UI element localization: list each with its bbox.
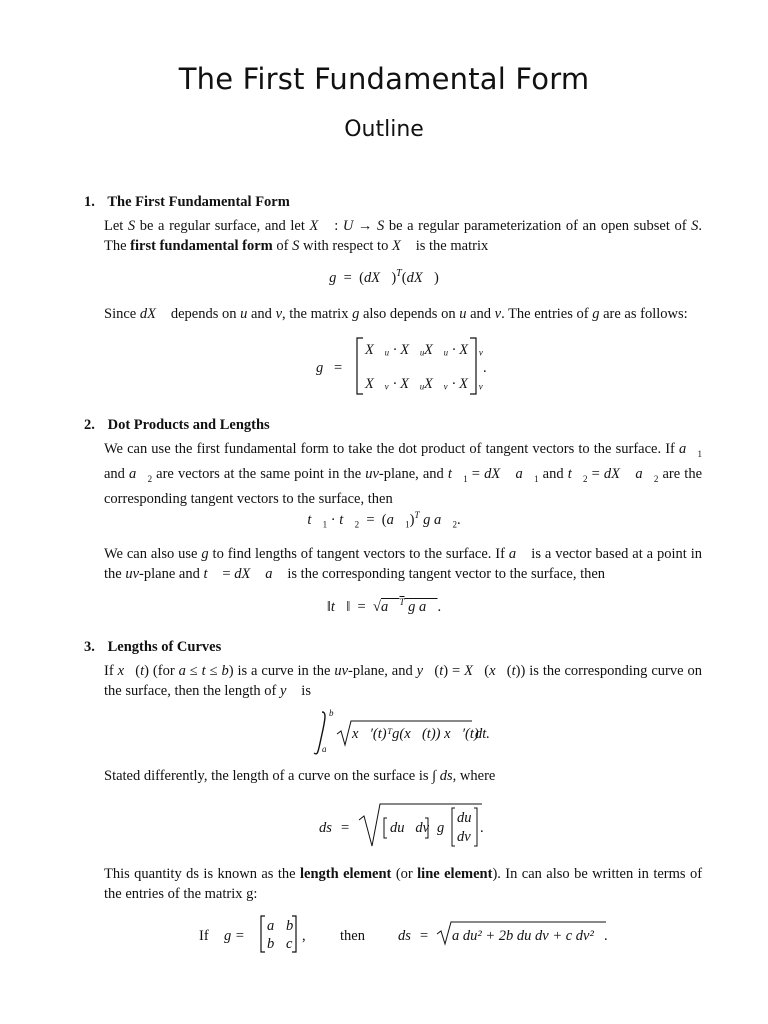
matrix-left-bracket <box>357 338 363 394</box>
section-2-heading <box>84 417 270 434</box>
section-3-heading <box>84 639 221 656</box>
equation-curve-length <box>314 708 490 754</box>
differential-dt: dt. <box>475 726 490 742</box>
matrix-entry-12: X⃗ᵤ · X⃗ᵥ <box>424 342 484 358</box>
equation-g-matrix <box>316 338 487 394</box>
entry-b-bottom: b <box>267 936 275 952</box>
matrix-entry-21: X⃗ᵥ · X⃗ᵤ <box>365 376 425 392</box>
svg-text:g: g <box>437 820 445 836</box>
document-title: The First Fundamental Form <box>178 62 590 96</box>
ds-lhs: ds <box>319 820 332 836</box>
equals-sign: = <box>334 360 343 376</box>
then-word: then <box>340 928 365 944</box>
entry-c: c <box>286 936 293 952</box>
upper-limit: b <box>329 708 334 718</box>
section-3-paragraph-3 <box>104 864 702 904</box>
section-number: 3. <box>84 639 95 655</box>
text-run: (or <box>395 866 413 882</box>
ds-expansion: a du² + 2b du dv + c dv² <box>452 928 594 944</box>
term-line-element: line element <box>417 866 493 882</box>
lower-limit: a <box>322 744 327 754</box>
section-3-paragraph-1: If x⃗(t) (for a ≤ t ≤ b) is a curve in the uv-plane, and y⃗(t) = X⃗(x⃗(t)) is the corresponding curve on the surface, then the length of y⃗ is <box>104 663 702 699</box>
period: . <box>483 360 487 376</box>
section-title: Lengths of Curves <box>107 639 222 655</box>
column-vector-top: du <box>457 810 472 826</box>
section-1-paragraph-1: Let S be a regular surface, and let X⃗ : U → S be a regular parameterization of an open subset of S. The first fundamental form of S with respect to X⃗ is the matrix <box>104 218 703 254</box>
section-1-paragraph-2: Since dX⃗ depends on u and v, the matrix g also depends on u and v. The entries of g are as follows: <box>104 306 688 322</box>
equation-ds-entries <box>199 916 608 952</box>
svg-text:.: . <box>480 820 484 836</box>
section-title: Dot Products and Lengths <box>107 417 270 433</box>
document-subtitle: Outline <box>344 117 424 142</box>
matrix-entry-11: X⃗ᵤ · X⃗ᵤ <box>365 342 425 358</box>
svg-text:=: = <box>341 820 350 836</box>
svg-text:,: , <box>302 928 306 944</box>
entry-a: a <box>267 918 275 934</box>
entry-b-top: b <box>286 918 294 934</box>
equation-first-fundamental-form: g = (dX⃗)$^T$(dX⃗) <box>329 268 439 286</box>
matrix-entry-22: X⃗ᵥ · X⃗ᵥ <box>424 376 484 392</box>
section-2-paragraph-1: We can use the first fundamental form to take the dot product of tangent vectors to the surface. If $a⃗_1$ and $a⃗_2$ are vectors at the same point in the uv-plane, and $t⃗_1$ = dX⃗ $a⃗_1$ and $t⃗_2$ = dX⃗ $a⃗_2$ are the corresponding tangent vectors to the surface, then <box>104 441 703 507</box>
g-equals: g = <box>224 928 245 944</box>
term-length-element: length element <box>300 866 392 882</box>
equation-ds <box>319 804 484 846</box>
column-vector-bottom: dv <box>457 829 471 845</box>
section-number: 1. <box>84 194 95 210</box>
if-word: If <box>199 928 209 944</box>
svg-text:.: . <box>604 928 608 944</box>
equation-dot-product: $t⃗_1$ · $t⃗_2$ = $(a⃗_1)^T$ g $a⃗_2$. <box>307 510 461 530</box>
section-2-paragraph-2: We can also use g to find lengths of tangent vectors to the surface. If a⃗ is a vector based at a point in the uv-plane and t⃗ = dX⃗ a⃗ is the corresponding tangent vector to the surface, then <box>104 546 702 582</box>
section-number: 2. <box>84 417 95 433</box>
integrand: x⃗′(t)ᵀg(x⃗(t)) x⃗′(t) <box>352 726 479 742</box>
text-run: ). In can also be written in terms of the entries of the matrix g: <box>104 866 703 902</box>
matrix-lhs-g: g <box>316 360 324 376</box>
svg-text:ds: ds <box>398 928 411 944</box>
section-3-paragraph-2: Stated differently, the length of a curve on the surface is ∫ ds, where <box>104 768 496 784</box>
text-run: This quantity ds is known as the <box>104 866 296 882</box>
equation-length: ‖t⃗‖ = √a⃗$^T$ g a⃗. <box>326 597 442 615</box>
section-title: The First Fundamental Form <box>107 194 290 210</box>
svg-text:=: = <box>420 928 429 944</box>
row-vector: du dv <box>390 820 430 836</box>
